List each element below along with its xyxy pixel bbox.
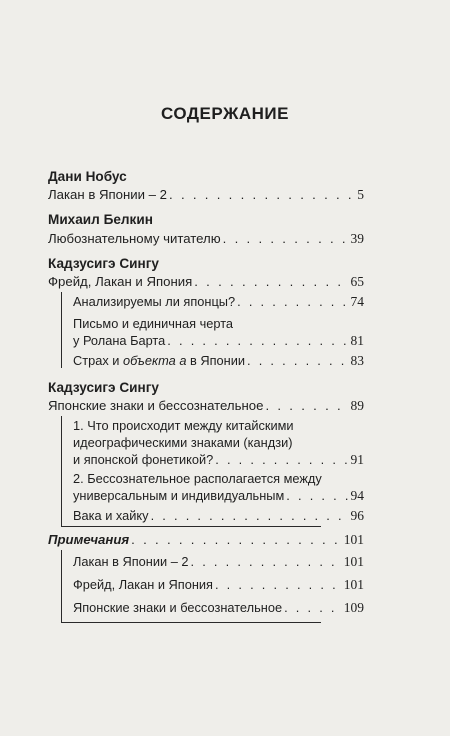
entry-title-italic: объекта а (123, 353, 187, 368)
dot-leader (194, 274, 348, 290)
entry-title: универсальным и индивидуальным (73, 488, 285, 503)
entry-title: Фрейд, Лакан и Япония (73, 577, 213, 592)
subsection-rule-bottom (61, 526, 321, 527)
entry-title-post: в Японии (186, 353, 246, 368)
dot-leader (215, 577, 342, 593)
section-author-shingu: Кадзусигэ Сингу (48, 256, 159, 271)
section-author-nobus: Дани Нобус (48, 169, 127, 184)
toc-subentry (73, 600, 364, 616)
entry-title: Японские знаки и бессознательное (73, 600, 283, 615)
toc-entry (48, 187, 364, 203)
dot-leader (131, 532, 342, 548)
entry-title: Фрейд, Лакан и Япония (48, 274, 193, 289)
toc-subentry (73, 577, 364, 593)
entry-page: 96 (350, 508, 364, 523)
entry-title: Японские знаки и бессознательное (48, 398, 264, 413)
entry-page: 101 (343, 532, 364, 547)
entry-page: 94 (350, 488, 364, 503)
toc-subentry (73, 333, 364, 349)
toc-subentry (73, 488, 364, 504)
toc-notes-entry (48, 532, 364, 548)
dot-leader (284, 600, 342, 616)
toc-subentry (73, 353, 364, 369)
dot-leader (223, 231, 349, 247)
toc-subentry (73, 294, 364, 310)
entry-page: 39 (350, 231, 364, 246)
dot-leader (215, 452, 348, 468)
dot-leader (167, 333, 348, 349)
entry-title: Лакан в Японии – 2 (73, 554, 189, 569)
dot-leader (191, 554, 342, 570)
dot-leader (151, 508, 349, 524)
entry-title-line: Письмо и единичная черта (73, 316, 234, 331)
entry-title-pre: Страх и (73, 353, 123, 368)
section-author-shingu-2: Кадзусигэ Сингу (48, 380, 159, 395)
entry-title: Лакан в Японии – 2 (48, 187, 168, 202)
dot-leader (247, 353, 348, 369)
entry-page: 109 (343, 600, 364, 615)
entry-page: 91 (350, 452, 364, 467)
entry-title: и японской фонетикой? (73, 452, 214, 467)
notes-heading: Примечания (48, 532, 130, 547)
toc-subentry (73, 452, 364, 468)
dot-leader (286, 488, 348, 504)
entry-page: 5 (357, 187, 364, 202)
entry-page: 89 (350, 398, 364, 413)
entry-title: Любознательному читателю (48, 231, 221, 246)
entry-title (73, 353, 245, 369)
entry-page: 74 (350, 294, 364, 309)
entry-title-line: идеографическими знаками (кандзи) (73, 435, 293, 450)
entry-page: 101 (343, 554, 364, 569)
toc-subentry (73, 554, 364, 570)
entry-title: Вака и хайку (73, 508, 149, 523)
entry-title-line: 2. Бессознательное располагается между (73, 471, 322, 486)
toc-subentry (73, 508, 364, 524)
entry-page: 101 (343, 577, 364, 592)
dot-leader (237, 294, 348, 310)
page-title: СОДЕРЖАНИЕ (161, 104, 289, 123)
subsection-rule (61, 292, 62, 368)
entry-title: Анализируемы ли японцы? (73, 294, 236, 309)
entry-title: у Ролана Барта (73, 333, 166, 348)
subsection-rule (61, 550, 62, 622)
section-author-belkin: Михаил Белкин (48, 212, 153, 227)
entry-page: 81 (350, 333, 364, 348)
dot-leader (265, 398, 348, 414)
subsection-rule (61, 416, 62, 526)
subsection-rule-bottom (61, 622, 321, 623)
toc-entry (48, 274, 364, 290)
toc-entry (48, 398, 364, 414)
entry-title-line: 1. Что происходит между китайскими (73, 418, 294, 433)
entry-page: 83 (350, 353, 364, 368)
entry-page: 65 (350, 274, 364, 289)
toc-entry (48, 231, 364, 247)
dot-leader (169, 187, 355, 203)
